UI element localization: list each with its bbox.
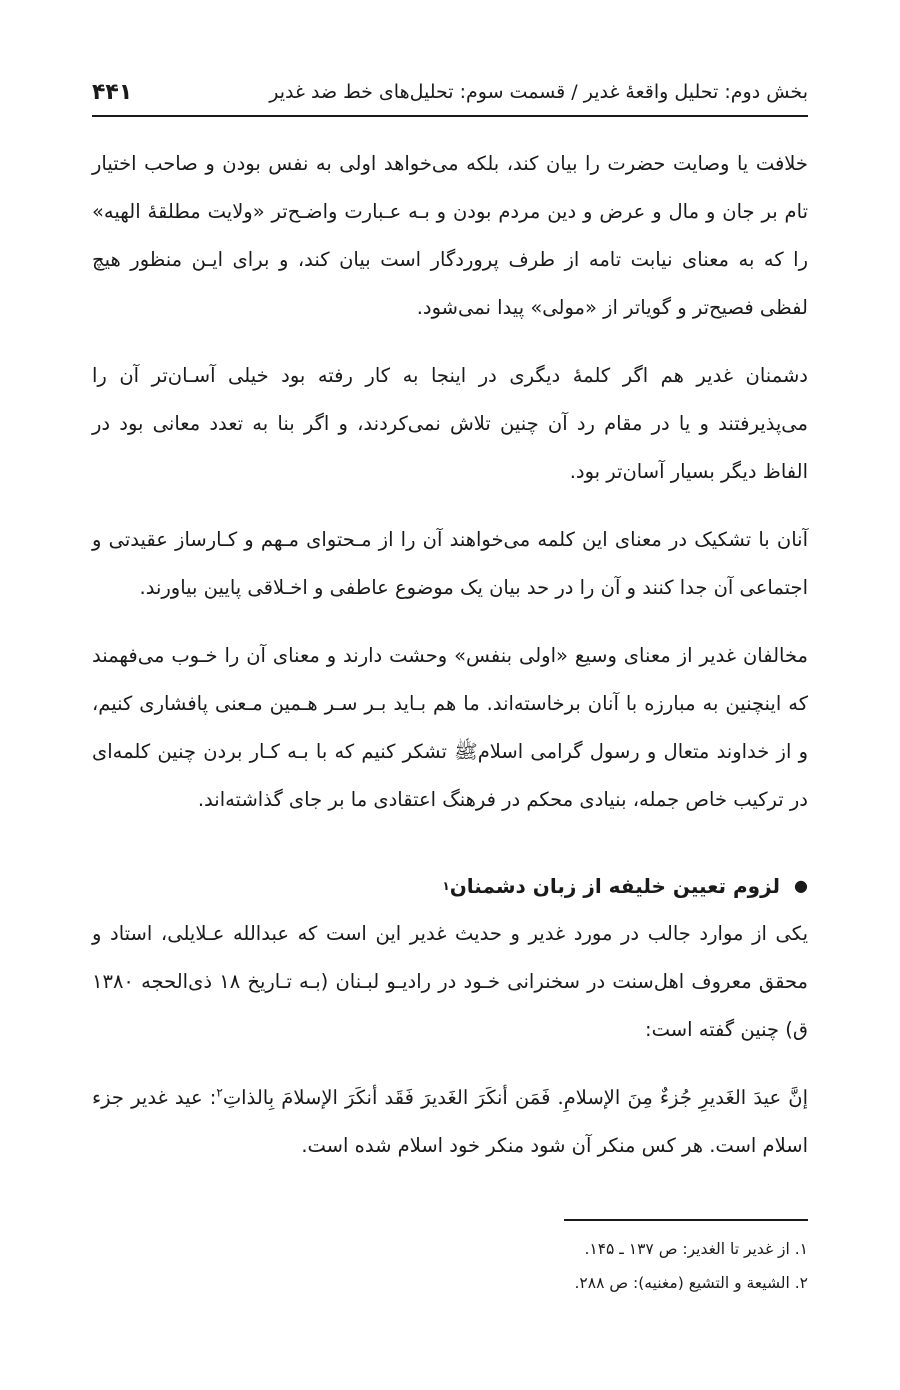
- page-number: ۴۴۱: [92, 79, 133, 105]
- quote-translation: : عید غدیر جزء اسلام است. هر کس منکر آن شود منکر خود اسلام شده است.: [92, 1086, 808, 1157]
- header-title: بخش دوم: تحلیل واقعهٔ غدیر / قسمت سوم: تحلیل‌های خط ضد غدیر: [269, 81, 808, 103]
- footnote-2: ۲. الشیعة و التشیع (مغنیه): ص ۲۸۸.: [574, 1274, 808, 1292]
- footnote-ref-2: ۲: [216, 1085, 223, 1100]
- running-header: [92, 74, 808, 110]
- paragraph-4: مخالفان غدیر از معنای وسیع «اولی بنفس» وحشت دارند و معنای آن را خـوب می‌فهمند که اینچنین به مبارزه با آنان برخاسته‌اند. ما هم بـاید بـر سـر هـمین مـعنی پافشاری کنیم، و از خداوند متعال و رسول گرامی اسلامﷺ تشکر کنیم که با بـه کـار بردن چنین کلمه‌ای در ترکیب خاص جمله، بنیادی محکم در فرهنگ اعتقادی ما بر جای گذاشته‌اند.: [92, 644, 808, 811]
- paragraph-2: دشمنان غدیر هم اگر کلمهٔ دیگری در اینجا به کار رفته بود خیلی آسـان‌تر آن را می‌پذیرفتند و یا در مقام رد آن چنین تلاش نمی‌کردند، و اگر بنا به تعدد معانی بود در الفاظ دیگر بسیار آسان‌تر بود.: [92, 364, 808, 483]
- section-heading-text: لزوم تعیین خلیفه از زبان دشمنان: [449, 874, 781, 898]
- book-page: [92, 0, 808, 1390]
- quote-paragraph: [92, 1074, 808, 1170]
- paragraph-1: خلافت یا وصایت حضرت را بیان کند، بلکه می‌خواهد اولی به نفس بودن و صاحب اختیار تام بر جان و مال و عرض و دین مردم بودن و بـه عـبارت واضـح‌تر «ولایت مطلقهٔ الهیه» را که به معنای نیابت تامه از طرف پروردگار است بیان کند، و برای ایـن منظور هیچ لفظی فصیح‌تر و گویاتر از «مولی» پیدا نمی‌شود.: [92, 152, 808, 319]
- footnote-1: ۱. از غدیر تا الغدیر: ص ۱۳۷ ـ ۱۴۵.: [584, 1240, 808, 1258]
- header-divider: [92, 115, 808, 117]
- footnote-divider: [564, 1219, 808, 1221]
- section-paragraph: یکی از موارد جالب در مورد غدیر و حدیث غدیر این است که عبدالله عـلایلی، استاد و محقق معروف اهل‌سنت در سخنرانی خـود در رادیـو لبـنان (بـه تـاریخ ۱۸ ذی‌الحجه ۱۳۸۰ ق) چنین گفته است:: [92, 922, 808, 1041]
- section-heading: ● لزوم تعیین خلیفه از زبان دشمنان ۱: [92, 862, 808, 910]
- arabic-quote: إنَّ عیدَ الغَدیرِ جُزءٌ مِنَ الإسلامِ. فَمَن أنکَرَ الغَدیرَ فَقَد أنکَرَ الإسلامَ بِالذاتِ: [222, 1086, 808, 1109]
- footnotes: [92, 1232, 808, 1300]
- body-text: [92, 140, 808, 1190]
- paragraph-3: آنان با تشکیک در معنای این کلمه می‌خواهند آن را از مـحتوای مـهم و کـارساز عقیدتی و اجتماعی آن جدا کنند و آن را در حد بیان یک موضوع عاطفی و اخـلاقی پایین بیاورند.: [92, 528, 808, 599]
- bullet-icon: ●: [794, 876, 808, 895]
